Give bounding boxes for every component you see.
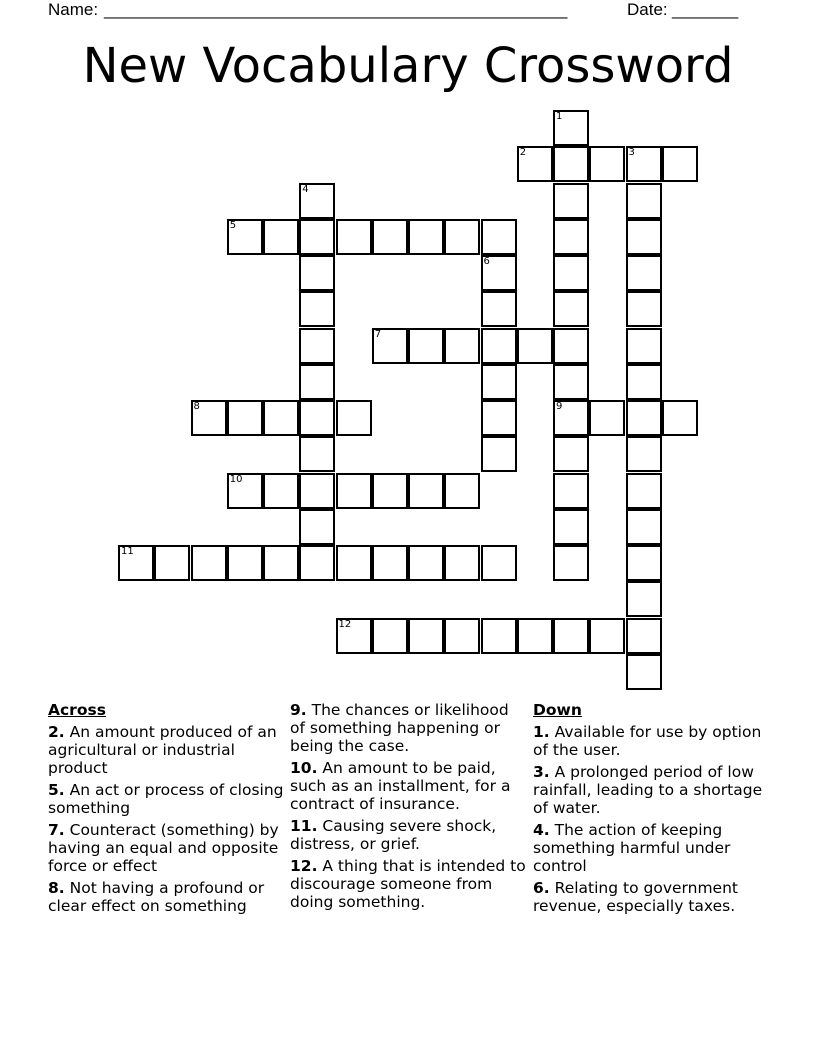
date-line: _______ xyxy=(672,0,739,19)
across-heading: Across xyxy=(48,701,106,719)
grid-cell[interactable] xyxy=(481,400,517,436)
grid-cell[interactable] xyxy=(553,545,589,581)
grid-cell[interactable] xyxy=(372,545,408,581)
clue-down-3: 3. A prolonged period of low rainfall, leading to a shortage of water. xyxy=(533,763,763,817)
grid-cell[interactable] xyxy=(408,473,444,509)
clue-across-5: 5. An act or process of closing something xyxy=(48,781,284,817)
down-heading: Down xyxy=(533,701,582,719)
clue-down-4: 4. The action of keeping something harmful under control xyxy=(533,821,731,875)
grid-cell[interactable] xyxy=(517,328,553,364)
grid-cell[interactable] xyxy=(408,545,444,581)
grid-cell[interactable] xyxy=(662,400,698,436)
grid-cell[interactable] xyxy=(299,364,335,400)
clue-across-9: 9. The chances or likelihood of something happening or being the case. xyxy=(290,701,509,755)
grid-cell[interactable] xyxy=(191,545,227,581)
clue-across-11: 11. Causing severe shock, distress, or grief. xyxy=(290,817,497,853)
grid-cell[interactable] xyxy=(589,618,625,654)
clue-number: 10 xyxy=(229,473,243,485)
clue-number: 2 xyxy=(519,147,527,159)
grid-cell[interactable] xyxy=(263,545,299,581)
grid-cell[interactable] xyxy=(481,291,517,327)
grid-cell[interactable] xyxy=(626,654,662,690)
grid-cell[interactable] xyxy=(517,618,553,654)
grid-cell[interactable] xyxy=(372,328,408,364)
grid-cell[interactable] xyxy=(589,400,625,436)
grid-cell[interactable] xyxy=(553,473,589,509)
grid-cell[interactable] xyxy=(553,328,589,364)
grid-cell[interactable] xyxy=(553,219,589,255)
across-column-continued xyxy=(290,701,526,915)
clue-number: 11 xyxy=(121,546,134,557)
down-column xyxy=(533,701,763,919)
grid-cell[interactable] xyxy=(589,146,625,182)
grid-cell[interactable] xyxy=(444,328,480,364)
grid-cell[interactable] xyxy=(227,400,263,436)
grid-cell[interactable] xyxy=(227,545,263,581)
clue-across-12: 12. A thing that is intended to discourage someone from doing something. xyxy=(290,857,526,911)
grid-cell[interactable] xyxy=(408,328,444,364)
grid-cell[interactable] xyxy=(626,618,662,654)
name-line: _________________________________________________ xyxy=(104,0,568,19)
grid-cell[interactable] xyxy=(481,618,517,654)
grid-cell[interactable] xyxy=(553,291,589,327)
clue-number: 5 xyxy=(229,219,237,231)
grid-cell[interactable] xyxy=(626,291,662,327)
grid-cell[interactable] xyxy=(118,545,154,581)
grid-cell[interactable] xyxy=(662,146,698,182)
grid-cell[interactable] xyxy=(553,618,589,654)
clue-number: 12 xyxy=(338,618,352,630)
grid-cell[interactable] xyxy=(299,400,335,436)
grid-cell[interactable] xyxy=(336,545,372,581)
grid-cell[interactable] xyxy=(299,291,335,327)
clue-down-6: 6. Relating to government revenue, especially taxes. xyxy=(533,879,738,915)
grid-cell[interactable] xyxy=(626,328,662,364)
grid-cell[interactable] xyxy=(372,219,408,255)
grid-cell[interactable] xyxy=(626,436,662,472)
grid-cell[interactable] xyxy=(372,473,408,509)
grid-cell[interactable] xyxy=(372,618,408,654)
grid-cell[interactable] xyxy=(444,618,480,654)
grid-cell[interactable] xyxy=(299,436,335,472)
grid-cell[interactable] xyxy=(299,255,335,291)
date-label: Date: xyxy=(627,0,668,19)
grid-cell[interactable] xyxy=(626,183,662,219)
grid-cell[interactable] xyxy=(626,400,662,436)
grid-cell[interactable] xyxy=(626,364,662,400)
grid-cell[interactable] xyxy=(154,545,190,581)
across-column xyxy=(48,701,284,919)
grid-cell[interactable] xyxy=(481,328,517,364)
grid-cell[interactable] xyxy=(626,509,662,545)
grid-cell[interactable] xyxy=(299,328,335,364)
clue-number: 4 xyxy=(302,183,309,195)
clue-across-7: 7. Counteract (something) by having an equal and opposite force or effect xyxy=(48,821,279,875)
grid-cell[interactable] xyxy=(336,400,372,436)
grid-cell[interactable] xyxy=(626,146,662,182)
grid-cell[interactable] xyxy=(263,473,299,509)
grid-cell[interactable] xyxy=(553,255,589,291)
grid-cell[interactable] xyxy=(227,473,263,509)
grid-cell[interactable] xyxy=(626,581,662,617)
grid-cell[interactable] xyxy=(553,509,589,545)
grid-cell[interactable] xyxy=(227,219,263,255)
grid-cell[interactable] xyxy=(481,219,517,255)
grid-cell[interactable] xyxy=(553,436,589,472)
grid-cell[interactable] xyxy=(336,473,372,509)
grid-cell[interactable] xyxy=(553,146,589,182)
grid-cell[interactable] xyxy=(444,219,480,255)
grid-cell[interactable] xyxy=(299,545,335,581)
grid-cell[interactable] xyxy=(553,400,589,436)
grid-cell[interactable] xyxy=(481,545,517,581)
page-title: New Vocabulary Crossword xyxy=(82,38,734,94)
grid-cell[interactable] xyxy=(191,400,227,436)
grid-cell[interactable] xyxy=(263,400,299,436)
grid-cell[interactable] xyxy=(553,110,589,146)
clue-number: 7 xyxy=(374,328,382,340)
grid-cell[interactable] xyxy=(408,219,444,255)
clue-number: 9 xyxy=(556,401,563,412)
grid-cell[interactable] xyxy=(553,364,589,400)
grid-cell[interactable] xyxy=(444,545,480,581)
clue-across-2: 2. An amount produced of an agricultural or industrial product xyxy=(48,723,277,777)
grid-cell[interactable] xyxy=(336,618,372,654)
clue-across-10: 10. An amount to be paid, such as an installment, for a contract of insurance. xyxy=(290,759,511,813)
grid-cell[interactable] xyxy=(408,618,444,654)
grid-cell[interactable] xyxy=(299,183,335,219)
grid-cell[interactable] xyxy=(626,255,662,291)
grid-cell[interactable] xyxy=(299,219,335,255)
grid-cell[interactable] xyxy=(299,509,335,545)
grid-cell[interactable] xyxy=(553,183,589,219)
grid-cell[interactable] xyxy=(626,545,662,581)
grid-cell[interactable] xyxy=(299,473,335,509)
clue-across-8: 8. Not having a profound or clear effect on something xyxy=(48,879,265,915)
grid-cell[interactable] xyxy=(481,436,517,472)
clue-number: 1 xyxy=(556,111,563,122)
grid-cell[interactable] xyxy=(263,219,299,255)
clue-down-1: 1. Available for use by option of the user. xyxy=(533,723,762,759)
clue-number: 8 xyxy=(193,401,200,412)
name-label: Name: xyxy=(48,0,99,19)
clue-number: 6 xyxy=(483,256,490,267)
clue-number: 3 xyxy=(628,147,635,159)
grid-cell[interactable] xyxy=(336,219,372,255)
grid-cell[interactable] xyxy=(481,364,517,400)
grid-cell[interactable] xyxy=(444,473,480,509)
grid-cell[interactable] xyxy=(481,255,517,291)
grid-cell[interactable] xyxy=(626,219,662,255)
grid-cell[interactable] xyxy=(517,146,553,182)
grid-cell[interactable] xyxy=(626,473,662,509)
